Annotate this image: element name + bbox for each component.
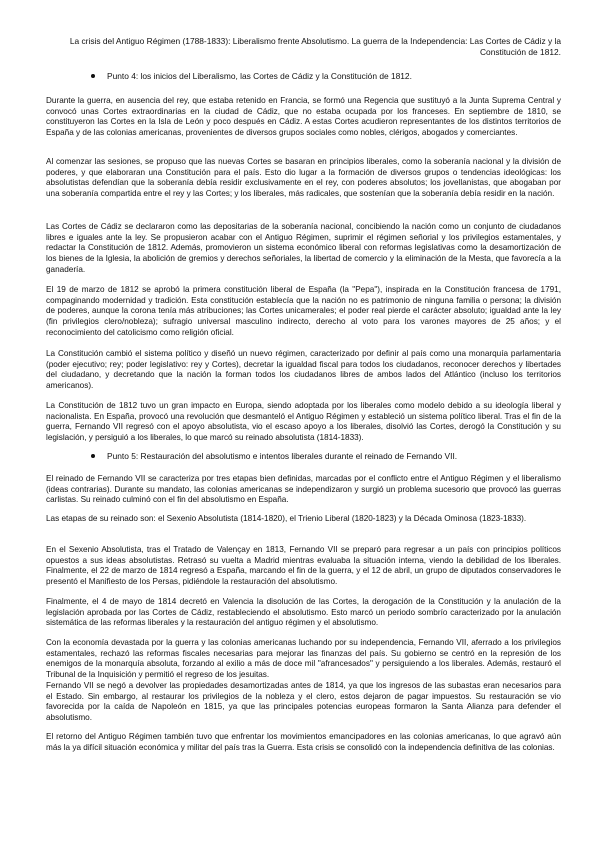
section-heading-punto-5 [91,451,561,462]
paragraph: La Constitución cambió el sistema político y diseñó un nuevo régimen, caracterizado por definir al país como una monarquía parlamentaria (poder ejecutivo; rey; poder legislativo: rey y Cortes), decretar la igualdad fiscal para todos los ciudadanos, reconocer derechos y libertades del ciudadano, y decretando que la nación la forman todos los ciudadanos libres de ambos lados del Atlántico (incluso los territorios americanos). [46,349,561,391]
bullet-icon [91,74,95,78]
paragraph: Las etapas de su reinado son: el Sexenio Absolutista (1814-1820), el Trienio Liberal (1820-1823) y la Década Ominosa (1823-1833). [46,514,527,523]
paragraph: El 19 de marzo de 1812 se aprobó la primera constitución liberal de España (la "Pepa"), inspirada en la Constitución francesa de 1791, compaginando modernidad y tradición. Esta constitución establecía que la nación no es patrimonio de ninguna familia o persona; la división de poderes, aunque la corona tenía más atribuciones; las Cortes unicamerales; el poder real pierde el carácter absoluto; igualdad ante la ley (fin privilegios clero/nobleza); sufragio universal masculino indirecto, derecho al voto para los varones mayores de 25 años; y el reconocimiento del catolicismo como religión oficial. [46,285,561,337]
paragraph: En el Sexenio Absolutista, tras el Tratado de Valençay en 1813, Fernando VII se preparó para regresar a un país con principios políticos opuestos a sus ideas absolutistas. Retrasó su vuelta a Madrid mientras evaluaba la situación interna, viendo la debilidad de los liberales. Finalmente, el 22 de marzo de 1814 regresó a España, marcando el fin de la guerra, y el 12 de abril, un grupo de diputados conservadores le presentó el Manifiesto de los Persas, pidiéndole la restauración del absolutismo. [46,545,561,587]
bullet-icon [91,454,95,458]
paragraph: El retorno del Antiguo Régimen también tuvo que enfrentar los movimientos emancipadores en las colonias americanas, lo que agravó aún más la ya difícil situación económica y militar del país tras la Guerra. Esta crisis se consolidó con la independencia definitiva de las colonias. [46,732,561,752]
document-header: La crisis del Antiguo Régimen (1788-1833): Liberalismo frente Absolutismo. La guerra de la Independencia: Las Cortes de Cádiz y la Constitución de 1812. [69,36,561,57]
paragraph: Finalmente, el 4 de mayo de 1814 decretó en Valencia la disolución de las Cortes, la derogación de la Constitución y la anulación de la legislación aprobada por las Cortes de Cádiz, restableciendo el absolutismo. Esto marcó un periodo sombrío caracterizado por la anulación sistemática de las reformas liberales y la restauración del antiguo régimen y el absolutismo. [46,597,561,628]
paragraph: El reinado de Fernando VII se caracteriza por tres etapas bien definidas, marcadas por el conflicto entre el Antiguo Régimen y el liberalismo (ideas contrarias). Durante su mandato, las colonias americanas se independizaron y surgió un problema sucesorio que provocó las guerras carlistas. Su reinado culminó con el fin del absolutismo en España. [46,474,561,505]
paragraph: La Constitución de 1812 tuvo un gran impacto en Europa, siendo adoptada por los liberales como modelo debido a su ideología liberal y nacionalista. En España, provocó una revolución que desmanteló el Antiguo Régimen y estableció un sistema político liberal. Tras el fin de la guerra, Fernando VII regresó con el apoyo absolutista, vio el escaso apoyo a los liberales, disolvió las Cortes, derogó la Constitución y su legislación, y persiguió a los liberales, lo que marcó su reinado absolutista (1814-1833). [46,401,561,443]
paragraph: Durante la guerra, en ausencia del rey, que estaba retenido en Francia, se formó una Regencia que sustituyó a la Junta Suprema Central y convocó unas Cortes extraordinarias en la ciudad de Cádiz, que no estaba ocupada por los franceses. En septiembre de 1810, se constituyeron las Cortes en la Isla de León y poco después en Cádiz. A estas Cortes acudieron representantes de los distintos territorios de España y de las colonias americanas, provenientes de diversos grupos sociales como nobles, clérigos, abogados y comerciantes. [46,96,561,138]
paragraph: Las Cortes de Cádiz se declararon como las depositarias de la soberanía nacional, concibiendo la nación como un conjunto de ciudadanos libres e iguales ante la ley. Se propusieron acabar con el Antiguo Régimen, suprimir el régimen señorial y los privilegios estamentales, y redactar la Constitución de 1812. Además, promovieron un sistema económico liberal con reformas legislativas como la desamortización de los bienes de la Iglesia, la abolición de gremios y derechos señoriales, la libertad de comercio y la eliminación de la Mesta, que favorecía a la ganadería. [46,222,561,274]
paragraph: Con la economía devastada por la guerra y las colonias americanas luchando por su independencia, Fernando VII, aferrado a los privilegios estamentales, rechazó las reformas fiscales necesarias para mejorar las finanzas del país. Su gobierno se centró en la represión de los enemigos de la monarquía absoluta, forzando al exilio a más de doce mil "afrancesados" y persiguiendo a los liberales. Además, restauró el Tribunal de la Inquisición y permitió el regreso de los jesuitas. Fernando VII se negó a devolver las propiedades desamortizadas antes de 1814, ya que los ingresos de las subastas eran necesarios para el Estado. Sin embargo, al restaurar los privilegios de la nobleza y el clero, estos dejaron de pagar impuestos. Su restauración se vio favorecida por la caída de Napoleón en 1815, ya que las principales potencias europeas formaron la Santa Alianza para defender el absolutismo. [46,638,561,722]
section-heading-text: Punto 4: los inicios del Liberalismo, las Cortes de Cádiz y la Constitución de 1812. [107,71,412,81]
section-heading-text: Punto 5: Restauración del absolutismo e intentos liberales durante el reinado de Fernando VII. [107,451,458,461]
section-heading-punto-4 [91,71,561,82]
paragraph: Al comenzar las sesiones, se propuso que las nuevas Cortes se basaran en principios liberales, como la soberanía nacional y la división de poderes, y que elaboraran una Constitución para el país. Esto dio lugar a la formación de diversos grupos o tendencias ideológicas: los absolutistas defendían que la soberanía debía residir exclusivamente en el rey, con poderes absolutos; los jovellanistas, que abogaban por una soberanía compartida entre el rey y las Cortes; y los liberales, más radicales, que sostenían que la soberanía debía residir en la nación. [46,157,561,199]
